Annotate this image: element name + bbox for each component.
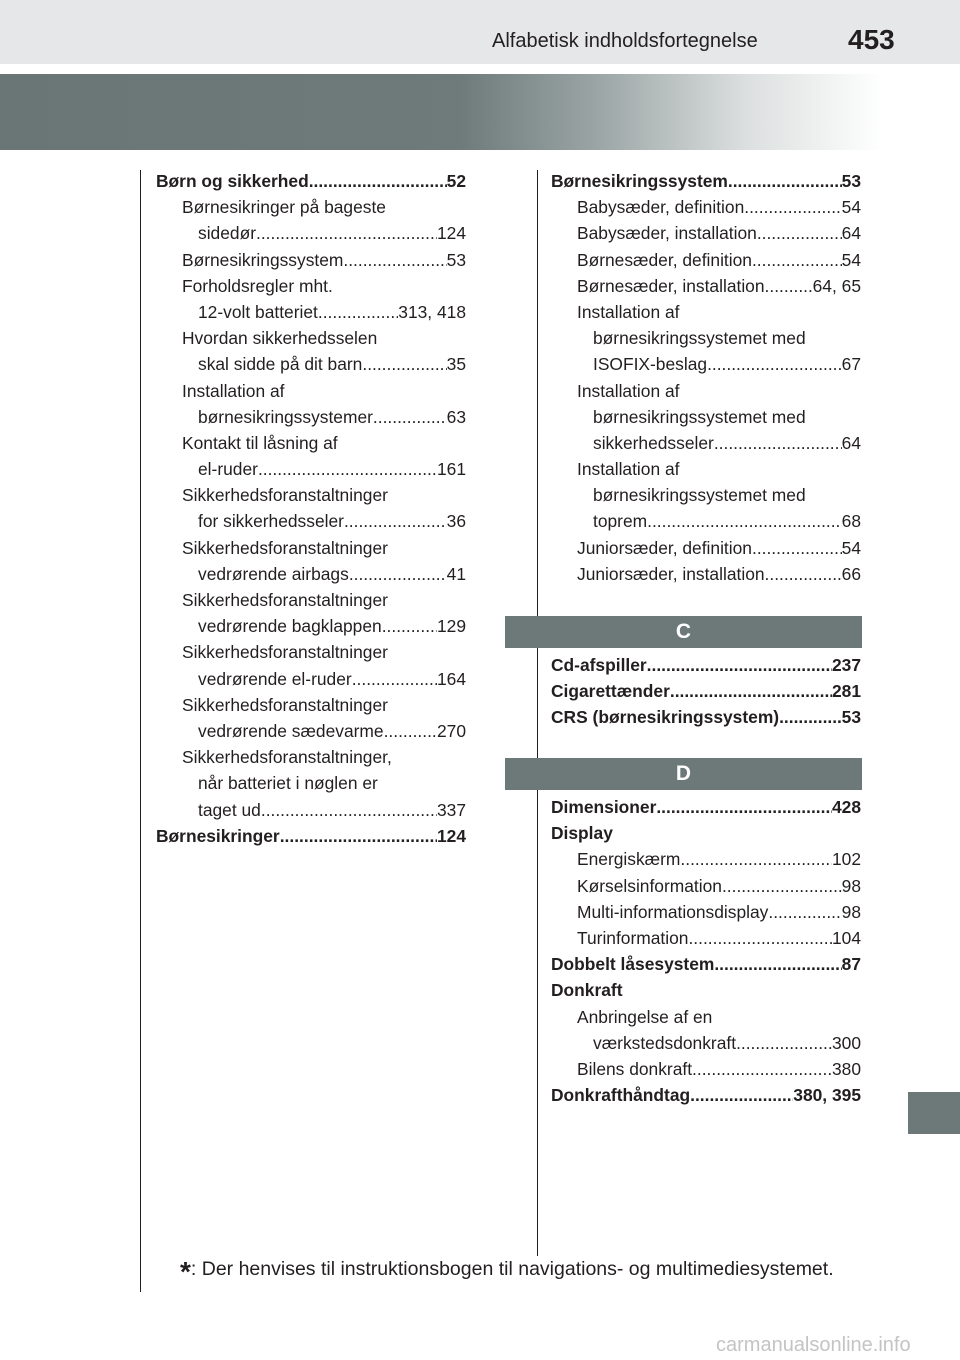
dot-leader	[680, 846, 832, 872]
index-entry	[156, 692, 466, 718]
page-title: Alfabetisk indholdsfortegnelse	[492, 30, 758, 52]
entry-page: 380, 395	[793, 1085, 861, 1106]
index-entry	[156, 351, 466, 377]
dot-leader	[384, 718, 437, 744]
entry-text: Børn og sikkerhed	[156, 171, 309, 191]
entry-text: Sikkerhedsforanstaltninger,	[182, 747, 392, 768]
index-entry	[156, 561, 466, 587]
footnote-text: : Der henvises til instruktionsbogen til navigations- og multimediesystemet.	[190, 1258, 834, 1280]
entry-text: Hvordan sikkerhedsselen	[182, 328, 378, 349]
entry-text: Turinformation	[577, 927, 689, 948]
index-entry	[156, 718, 466, 744]
dot-leader	[752, 535, 842, 561]
entry-text: Børnesikringssystem	[551, 171, 728, 191]
index-entry	[551, 404, 861, 430]
entry-text: børnesikringssystemer	[198, 406, 373, 427]
entry-text: værkstedsdonkraft	[593, 1032, 737, 1053]
entry-page: 129	[436, 616, 466, 637]
index-entry	[551, 820, 861, 846]
dot-leader	[722, 873, 842, 899]
index-entry	[156, 247, 466, 273]
entry-text: Donkrafthåndtag	[551, 1085, 691, 1106]
index-entry	[551, 1082, 861, 1108]
index-entry	[551, 794, 861, 820]
entry-page: 53	[446, 249, 466, 270]
dot-leader	[656, 794, 832, 820]
dot-leader	[280, 823, 437, 849]
entry-page: 428	[831, 797, 861, 817]
index-entry	[156, 378, 466, 404]
dot-leader	[362, 351, 446, 377]
entry-page: 64	[841, 223, 861, 244]
dot-leader	[688, 925, 832, 951]
entry-text: Børnesikringer	[156, 825, 280, 846]
entry-page: 41	[446, 563, 466, 584]
dot-leader	[714, 430, 842, 456]
entry-page: 54	[841, 249, 861, 270]
dot-leader	[714, 951, 841, 977]
index-entry	[156, 797, 466, 823]
index-entry	[551, 299, 861, 325]
entry-page: 98	[841, 875, 861, 896]
section-header-c: C	[505, 616, 862, 648]
index-entry	[156, 194, 466, 220]
entry-text: Sikkerhedsforanstaltninger	[182, 590, 388, 610]
entry-page: 337	[436, 799, 466, 820]
index-entry	[156, 325, 466, 351]
entry-text: Børnesikringer på bageste	[182, 197, 386, 218]
dot-leader	[349, 561, 447, 587]
entry-text: Cigarettænder	[551, 681, 670, 702]
index-entry	[551, 652, 861, 678]
index-entry	[551, 456, 861, 482]
entry-page: 161	[436, 459, 466, 480]
index-entry	[156, 482, 466, 508]
entry-text: Dimensioner	[551, 797, 657, 817]
index-entry	[551, 951, 861, 977]
entry-text: Babysæder, definition	[577, 197, 745, 218]
entry-text: taget ud	[198, 799, 261, 820]
index-entry	[551, 482, 861, 508]
entry-text: Juniorsæder, definition	[577, 537, 752, 558]
entry-text: Sikkerhedsforanstaltninger	[182, 694, 388, 715]
index-entry	[551, 430, 861, 456]
entry-page: 164	[436, 668, 466, 689]
index-entry	[551, 194, 861, 220]
entry-text: Energiskærm	[577, 849, 681, 870]
entry-page: 98	[841, 901, 861, 922]
dot-leader	[736, 1030, 832, 1056]
entry-page: 237	[831, 655, 861, 675]
left-margin-rule	[140, 170, 141, 1292]
decorative-banner	[0, 74, 960, 150]
index-entry	[551, 899, 861, 925]
section-header-d: D	[505, 758, 862, 790]
entry-page: 54	[841, 197, 861, 218]
entry-page: 67	[841, 354, 861, 375]
entry-page: 281	[831, 681, 861, 702]
index-column-left	[156, 168, 466, 849]
index-entry	[551, 325, 861, 351]
index-entry	[551, 925, 861, 951]
page-number: 453	[848, 24, 895, 55]
dot-leader	[382, 613, 437, 639]
dot-leader	[779, 704, 842, 730]
dot-leader	[309, 168, 447, 194]
entry-page: 35	[446, 354, 466, 375]
entry-text: el-ruder	[198, 459, 258, 480]
entry-page: 124	[436, 223, 466, 244]
header-bar	[0, 0, 960, 64]
entry-text: Sikkerhedsforanstaltninger	[182, 537, 388, 558]
entry-text: Børnesæder, installation	[577, 275, 765, 296]
index-side-tab	[908, 1092, 960, 1134]
entry-text: ISOFIX-beslag	[593, 354, 708, 375]
entry-page: 63	[446, 406, 466, 427]
index-entry	[156, 639, 466, 665]
entry-text: børnesikringssystemet med	[593, 406, 806, 427]
dot-leader	[707, 351, 842, 377]
entry-text: vedrørende airbags	[198, 563, 349, 584]
index-entry	[551, 1004, 861, 1030]
index-entry	[156, 273, 466, 299]
index-entry	[156, 430, 466, 456]
index-entry	[156, 168, 466, 194]
dot-leader	[765, 561, 842, 587]
entry-page: 52	[446, 171, 466, 191]
entry-text: Kørselsinformation	[577, 875, 722, 896]
entry-text: for sikkerhedsseler	[198, 511, 344, 532]
dot-leader	[344, 508, 447, 534]
index-entry	[551, 351, 861, 377]
entry-page: 270	[436, 720, 466, 741]
index-entry	[156, 456, 466, 482]
index-entry	[156, 508, 466, 534]
index-group-d	[551, 794, 861, 1108]
entry-page: 66	[841, 563, 861, 584]
index-entry	[156, 535, 466, 561]
dot-leader	[261, 797, 437, 823]
dot-leader	[256, 220, 437, 246]
entry-page: 36	[446, 511, 466, 532]
index-entry	[551, 704, 861, 730]
entry-text: når batteriet i nøglen er	[198, 773, 378, 794]
index-entry	[156, 770, 466, 796]
entry-text: Juniorsæder, installation	[577, 563, 765, 584]
entry-text: Cd-afspiller	[551, 655, 647, 675]
entry-text: 12-volt batteriet	[198, 301, 318, 322]
dot-leader	[690, 1082, 793, 1108]
entry-text: Forholdsregler mht.	[182, 275, 333, 296]
dot-leader	[752, 247, 842, 273]
entry-text: toprem	[593, 511, 648, 532]
entry-text: Installation af	[577, 380, 680, 401]
entry-page: 124	[436, 825, 466, 846]
entry-text: Børnesikringssystem	[182, 249, 344, 270]
entry-text: sikkerhedsseler	[593, 432, 714, 453]
index-entry	[551, 535, 861, 561]
index-entry	[551, 1056, 861, 1082]
entry-text: CRS (børnesikringssystem)	[551, 707, 780, 728]
entry-text: Kontakt til låsning af	[182, 432, 338, 453]
entry-text: sidedør	[198, 223, 256, 244]
index-entry	[551, 873, 861, 899]
entry-page: 380	[831, 1058, 861, 1079]
index-entry	[156, 404, 466, 430]
index-column-right	[551, 168, 861, 587]
dot-leader	[744, 194, 841, 220]
index-entry	[551, 220, 861, 246]
watermark: carmanualsonline.info	[716, 1334, 911, 1356]
entry-text: Multi-informationsdisplay	[577, 901, 769, 922]
index-entry	[156, 666, 466, 692]
dot-leader	[258, 456, 437, 482]
index-entry	[551, 561, 861, 587]
dot-leader	[765, 273, 813, 299]
entry-page: 87	[841, 954, 861, 975]
footnote	[180, 1256, 834, 1288]
dot-leader	[343, 247, 446, 273]
entry-text: vedrørende bagklappen	[198, 616, 382, 637]
entry-text: skal sidde på dit barn	[198, 354, 363, 375]
entry-page: 102	[831, 849, 861, 870]
entry-text: vedrørende sædevarme	[198, 720, 384, 741]
entry-text: Bilens donkraft	[577, 1058, 693, 1079]
index-entry	[551, 977, 861, 1003]
entry-text: Babysæder, installation	[577, 223, 757, 244]
index-entry	[156, 823, 466, 849]
index-entry	[156, 220, 466, 246]
entry-text: vedrørende el-ruder	[198, 668, 352, 689]
index-entry	[551, 247, 861, 273]
entry-page: 54	[841, 537, 861, 558]
dot-leader	[647, 652, 832, 678]
index-entry	[551, 846, 861, 872]
dot-leader	[692, 1056, 832, 1082]
entry-page: 300	[831, 1032, 861, 1053]
entry-page: 313, 418	[398, 301, 466, 322]
index-entry	[156, 744, 466, 770]
entry-text: Installation af	[577, 459, 680, 480]
entry-page: 104	[831, 927, 861, 948]
index-entry	[156, 613, 466, 639]
entry-text: Display	[551, 823, 613, 844]
entry-text: Anbringelse af en	[577, 1006, 713, 1027]
entry-page: 64	[841, 432, 861, 453]
dot-leader	[728, 168, 842, 194]
entry-text: Børnesæder, definition	[577, 249, 752, 270]
entry-page: 64, 65	[812, 275, 861, 296]
index-entry	[551, 508, 861, 534]
index-entry	[551, 678, 861, 704]
dot-leader	[757, 220, 842, 246]
entry-text: Sikkerhedsforanstaltninger	[182, 642, 388, 663]
index-entry	[551, 273, 861, 299]
dot-leader	[768, 899, 841, 925]
entry-page: 53	[841, 171, 861, 191]
entry-page: 53	[841, 707, 861, 728]
dot-leader	[352, 666, 437, 692]
entry-text: Dobbelt låsesystem	[551, 954, 715, 975]
index-entry	[551, 168, 861, 194]
index-entry	[156, 299, 466, 325]
index-entry	[551, 1030, 861, 1056]
entry-text: børnesikringssystemet med	[593, 328, 806, 349]
entry-text: Donkraft	[551, 980, 623, 1001]
entry-text: Sikkerhedsforanstaltninger	[182, 485, 388, 506]
entry-text: børnesikringssystemet med	[593, 485, 806, 506]
column-divider	[537, 170, 538, 1256]
index-entry	[551, 378, 861, 404]
entry-page: 68	[841, 511, 861, 532]
entry-text: Installation af	[577, 301, 680, 322]
entry-text: Installation af	[182, 380, 285, 401]
index-group-c	[551, 652, 861, 731]
footnote-symbol: *	[180, 1256, 191, 1287]
dot-leader	[318, 299, 398, 325]
dot-leader	[373, 404, 447, 430]
dot-leader	[670, 678, 832, 704]
dot-leader	[647, 508, 842, 534]
index-entry	[156, 587, 466, 613]
